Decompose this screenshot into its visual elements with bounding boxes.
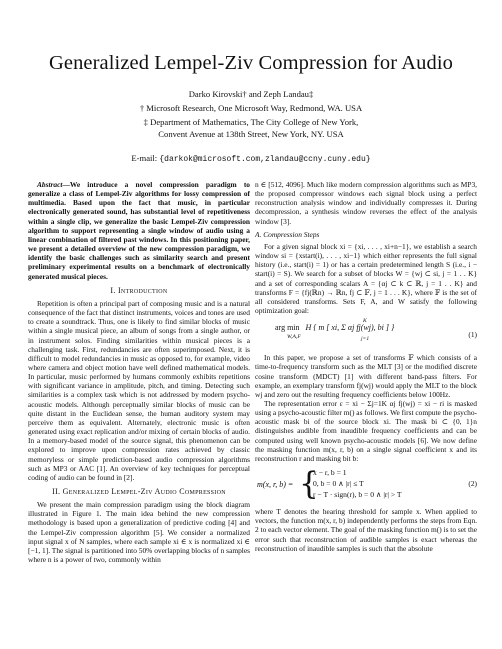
equation-2-number: (2) [468, 479, 477, 489]
section-heading-glz: II. Generalized Lempel-Ziv Audio Compression [52, 487, 226, 496]
section-heading-introduction: I. Introduction [110, 285, 168, 295]
author-line: Darko Kirovski† and Zeph Landau‡ [188, 89, 314, 99]
affiliation-3: Convent Avenue at 138th Street, New York, NY. USA [158, 129, 344, 139]
affiliation-2: ‡ Department of Mathematics, The City College of New York, [143, 117, 359, 127]
abstract [28, 180, 250, 281]
equation-2-lhs: m(x, r, b) = [257, 480, 294, 490]
affiliation-1: † Microsoft Research, One Microsoft Way, Redmond, WA. USA [139, 103, 363, 113]
equation-1-subscript: W,A,F [287, 334, 301, 341]
masking-paragraph: where T denotes the hearing threshold for sample x. When applied to vectors, the function m(x, r, b) independently performs the steps from Eqn. 2 to each vector element. The goal of the masking function m() is to set the error such that reconstruction of audible samples is exact whereas the reconstruction of inaudible samples is such that the absolute [255, 507, 477, 553]
paper-title: Generalized Lempel-Ziv Compression for Audio [48, 52, 454, 74]
email-addresses: {darkok@microsoft.com,zlandau@ccny.cuny.edu} [159, 155, 371, 164]
right-column [255, 180, 477, 553]
intro-paragraph: Repetition is often a principal part of composing music and is a natural consequence of the fact that distinct instruments, voices and tones are used to create a soundtrack. Thus, one is likely to find similar blocks of music within a single musical piece, an album of songs from a single author, or in instrument solos. Finding similarities within musical pieces is a challenging task. First, redundancies are often superimposed. Next, it is difficult to model redundancies in music as opposed to, for example, video where camera and object motion have well defined mathematical models. In particular, music performed by humans commonly exhibits repetitions with significant variance in amplitude, pitch, and timing. Detecting such similarities is a complex task which is not addressed by modern psycho-acoustic models. Although perceptually similar blocks of music can be quite distant in the Euclidean sense, the human auditory system may perceive them as equivalent. Alternately, electronic music is often generated using exact replication and/or mixing of certain blocks of audio. In a memory-based model of the source signal, this phenomenon can be explored to improve upon compression rates achieved by classic memoryless or simple prediction-based audio compression algorithms such as MP3 or AAC [1]. An overview of key techniques for perceptual coding of audio can be found in [2]. [28, 298, 250, 482]
equation-2-brace: { [299, 466, 319, 503]
equation-1 [255, 319, 477, 349]
equation-2-cases [313, 467, 402, 500]
equation-1-number: (1) [468, 330, 477, 340]
equation-1-operator: arg min [275, 323, 300, 333]
subsection-heading-compression-steps: A. Compression Steps [255, 229, 320, 239]
equation-1-expression: H { m [ xi, Σ αj fj(wj), bi ] } [305, 323, 395, 333]
email-line [0, 153, 502, 164]
equation-2-case-1: x − r, b = 1 [313, 468, 347, 478]
equation-1-body [275, 318, 395, 343]
glz-paragraph: We present the main compression paradigm using the block diagram illustrated in Figure 1. The main idea behind the new compression methodology is based upon a generalization of predictive coding [4] and the Lempel-Ziv compression algorithm [5]. We consider a normalized input signal x of N samples, where each sample xi ∈ x is normalized xi ∈ [−1, 1]. The signal is partitioned into 50% overlapping blocks of n samples where n is a power of two, commonly within [28, 500, 250, 565]
abstract-text: —We introduce a novel compression paradigm to generalize a class of Lempel-Ziv algorithms for lossy compression of multimedia. Based upon the fact that music, in particular electronically generated sound, has substantial level of repetitiveness within a single clip, we generalize the basic Lempel-Ziv compression algorithm to support representing a single window of audio using a linear combination of filtered past windows. In this positioning paper, we present a detailed overview of the new compression paradigm, we identify the basic challenges such as similarity search and present preliminary experimental results on a benchmark of electronically generated musical pieces. [28, 180, 250, 281]
compression-steps-paragraph: For a given signal block xi = {xi, . . . , xi+n−1}, we establish a search window si = {xstart(i), . . . , xi−1} which either represents the full signal history (i.e., start(i) = 1) or has a certain predetermined length S (i.e., i − start(i) = S). We search for a subset of blocks W = {wj ⊂ si, j = 1 . . K} and a set of corresponding scalars A = {αj ⊂ k ⊂ ℝ, j = 1 . . K} and transforms F = {fj(ℝn) → ℝn, fj ⊂ 𝔽, j = 1 . . . K}, where 𝔽 is the set of all considered transforms. Sets F, A, and W satisfy the following optimization goal: [255, 241, 477, 316]
equation-2 [255, 466, 477, 504]
continued-paragraph: n ∈ [512, 4096]. Much like modern compression algorithms such as MP3, the proposed compressor windows each signal block using a perfect reconstruction analysis window and individually compresses it. During decompression, a synthesis window reverses the effect of the analysis window [3]. [255, 180, 477, 226]
email-prefix: E-mail: [131, 153, 160, 163]
transforms-paragraph: In this paper, we propose a set of transforms 𝔽 which consists of a time-to-frequency transform such as the MLT [3] or the modified discrete cosine transform (MDCT) [1] with different band-pass filters. For example, an exemplary transform fj(wj) would apply the MLT to the block wj and zero out the resulting frequency coefficients below 100Hz. [255, 353, 477, 399]
abstract-label: Abstract [37, 180, 63, 189]
equation-1-sum-upper: K [363, 318, 367, 325]
equation-1-sum-lower: j=1 [361, 336, 370, 343]
representation-error-paragraph: The representation error ε = xi − Σj=1K αj fj(wj) = xi − ri is masked using a psycho-acoustic filter m() as follows. We first compute the psycho-acoustic mask bi of the source block xi. The mask bi ⊂ {0, 1}n distinguishes audible from inaudible frequency coefficients and can be computed using well known psycho-acoustic models [6]. We now define the masking function m(x, r, b) on a single signal coefficient x and its reconstruction r and masking bit b: [255, 398, 477, 463]
left-column [28, 180, 250, 564]
equation-2-case-3: r − T · sign(r), b = 0 ∧ |r| > T [313, 490, 402, 500]
equation-2-case-2: 0, b = 0 ∧ |r| ≤ T [313, 479, 364, 489]
